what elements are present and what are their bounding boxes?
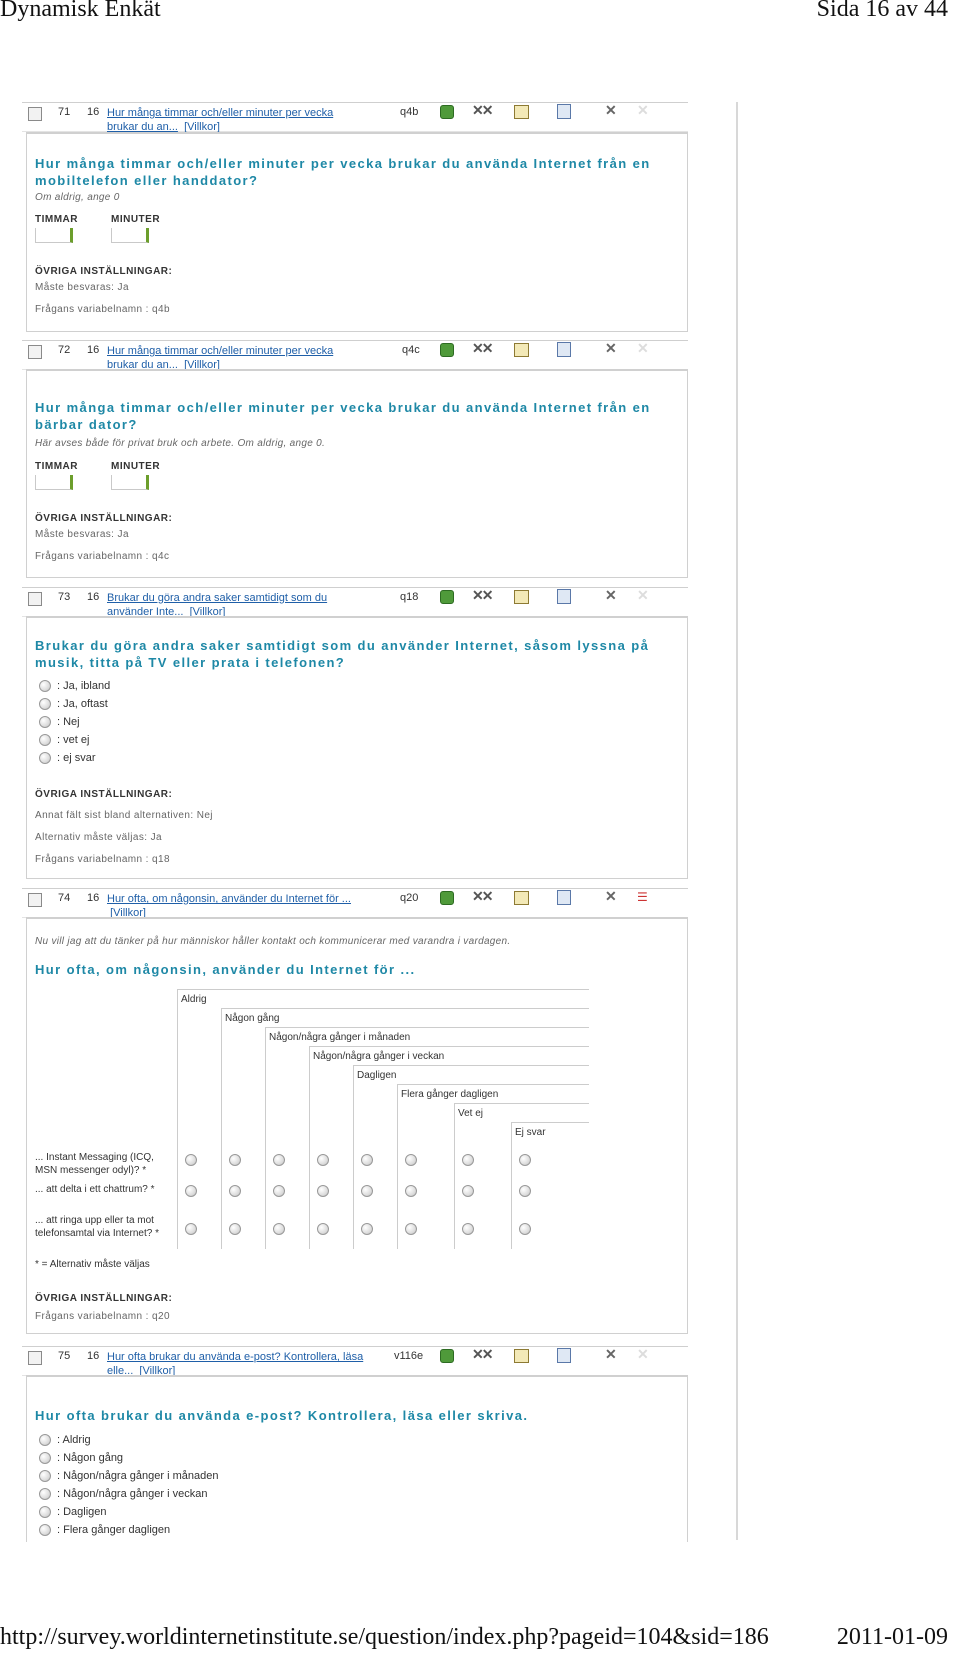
setting-required: Alternativ måste väljas: Ja <box>35 832 162 843</box>
required-footnote: * = Alternativ måste väljas <box>35 1259 150 1270</box>
villkor-link[interactable]: [Villkor] <box>184 359 220 371</box>
option-ja-ibland[interactable]: : Ja, ibland <box>39 679 110 693</box>
question-hint: Här avses både för privat bruk och arbete. Om aldrig, ange 0. <box>35 438 326 449</box>
select-checkbox[interactable] <box>28 345 42 359</box>
hours-field[interactable] <box>35 475 73 490</box>
clear-list-icon[interactable]: ☰ <box>637 890 648 904</box>
grid-radio-r1-c6[interactable] <box>405 1154 417 1166</box>
question-link[interactable]: Hur ofta brukar du använda e-post? Kontrollera, läsa elle... <box>107 1351 364 1377</box>
action-icons <box>440 589 653 604</box>
grid-row-label: ... Instant Messaging (ICQ, MSN messenger odyl)? * <box>35 1152 154 1176</box>
grid-radio-r1-c7[interactable] <box>462 1154 474 1166</box>
grid-radio-r1-c5[interactable] <box>361 1154 373 1166</box>
edit-icon[interactable] <box>514 343 529 357</box>
remove-icon[interactable]: ✕ <box>605 888 617 904</box>
move-icon[interactable] <box>440 891 454 905</box>
option-aldrig[interactable]: : Aldrig <box>39 1433 91 1447</box>
question-title: Hur ofta brukar du använda e-post? Kontrollera, läsa eller skriva. <box>35 1408 529 1423</box>
grid-row-label: ... att ringa upp eller ta mot telefonsamtal via Internet? * <box>35 1215 159 1239</box>
setting-varname: Frågans variabelnamn : q4b <box>35 304 170 315</box>
column-header: Någon/några gånger i månaden <box>265 1027 589 1249</box>
action-icons <box>440 342 653 357</box>
setting-varname: Frågans variabelnamn : q4c <box>35 551 170 562</box>
grid-radio-r1-c1[interactable] <box>185 1154 197 1166</box>
page-number: 16 <box>87 591 100 603</box>
grid-row-label: ... att delta i ett chattrum? * <box>35 1184 155 1195</box>
question-row-75 <box>22 1346 688 1376</box>
question-box-74 <box>26 917 688 1334</box>
grid-radio-r3-c5[interactable] <box>361 1223 373 1235</box>
minutes-field[interactable] <box>111 475 149 490</box>
column-header: Någon/några gånger i veckan <box>309 1046 589 1249</box>
select-checkbox[interactable] <box>28 893 42 907</box>
minutes-label: MINUTER <box>111 214 161 225</box>
option-ja-oftast[interactable]: : Ja, oftast <box>39 697 108 711</box>
grid-radio-r1-c8[interactable] <box>519 1154 531 1166</box>
remove-icon[interactable]: ✕ <box>605 340 617 356</box>
page-number: 16 <box>87 892 100 904</box>
question-number: 73 <box>58 591 71 603</box>
settings-heading: ÖVRIGA INSTÄLLNINGAR: <box>35 266 173 277</box>
column-header: Dagligen <box>353 1065 589 1249</box>
question-number: 74 <box>58 892 71 904</box>
question-row-74 <box>22 888 688 918</box>
print-date: 2011-01-09 <box>836 1624 948 1650</box>
question-number: 75 <box>58 1350 71 1362</box>
delete-double-icon[interactable]: ✕✕ <box>472 1346 492 1362</box>
grid-radio-r3-c6[interactable] <box>405 1223 417 1235</box>
column-header: Aldrig <box>177 989 589 1249</box>
remove-disabled-icon: ✕ <box>637 587 649 603</box>
option-dagligen[interactable]: : Dagligen <box>39 1505 107 1519</box>
settings-heading: ÖVRIGA INSTÄLLNINGAR: <box>35 513 173 524</box>
variable-code: q18 <box>400 591 419 603</box>
question-link[interactable]: Hur många timmar och/eller minuter per vecka brukar du an... <box>107 107 334 133</box>
grid-radio-r3-c7[interactable] <box>462 1223 474 1235</box>
copy-icon[interactable] <box>557 104 571 119</box>
radio-button[interactable] <box>39 1470 51 1482</box>
grid-radio-r3-c1[interactable] <box>185 1223 197 1235</box>
villkor-link[interactable]: [Villkor] <box>139 1365 176 1377</box>
copy-icon[interactable] <box>557 589 571 604</box>
setting-required: Måste besvaras: Ja <box>35 282 129 293</box>
remove-disabled-icon: ✕ <box>637 102 649 118</box>
grid-radio-r3-c3[interactable] <box>273 1223 285 1235</box>
radio-button[interactable] <box>39 698 51 710</box>
answer-grid <box>177 989 589 1251</box>
option-nej[interactable]: : Nej <box>39 715 80 729</box>
grid-radio-r1-c4[interactable] <box>317 1154 329 1166</box>
grid-radio-r1-c2[interactable] <box>229 1154 241 1166</box>
question-link[interactable]: Hur många timmar och/eller minuter per vecka brukar du an... <box>107 345 334 371</box>
question-title: Brukar du göra andra saker samtidigt som du använder Internet, såsom lyssna på musik, titta på TV eller prata i telefonen? <box>35 638 650 670</box>
hours-label: TIMMAR <box>35 214 78 225</box>
question-title: Hur många timmar och/eller minuter per vecka brukar du använda Internet från en mobiltelefon eller handdator? <box>35 156 651 188</box>
remove-disabled-icon: ✕ <box>637 340 649 356</box>
minutes-label: MINUTER <box>111 461 161 472</box>
option-nagon-gang[interactable]: : Någon gång <box>39 1451 123 1465</box>
delete-double-icon[interactable]: ✕✕ <box>472 340 492 356</box>
radio-button[interactable] <box>39 1452 51 1464</box>
question-number: 71 <box>58 106 71 118</box>
grid-radio-r2-c5[interactable] <box>361 1185 373 1197</box>
grid-radio-r3-c4[interactable] <box>317 1223 329 1235</box>
settings-heading: ÖVRIGA INSTÄLLNINGAR: <box>35 789 173 800</box>
grid-radio-r2-c2[interactable] <box>229 1185 241 1197</box>
column-header: Någon gång <box>221 1008 589 1249</box>
grid-radio-r2-c7[interactable] <box>462 1185 474 1197</box>
action-icons <box>440 1348 653 1363</box>
column-header: Vet ej <box>454 1103 589 1249</box>
option-manaden[interactable]: : Någon/några gånger i månaden <box>39 1469 218 1483</box>
question-link[interactable]: Brukar du göra andra saker samtidigt som du använder Inte... <box>107 592 328 618</box>
copy-icon[interactable] <box>557 890 571 905</box>
question-row-71 <box>22 102 688 132</box>
villkor-link[interactable]: [Villkor] <box>110 907 146 919</box>
villkor-link[interactable]: [Villkor] <box>189 606 226 618</box>
move-icon[interactable] <box>440 1349 454 1363</box>
grid-radio-r2-c4[interactable] <box>317 1185 329 1197</box>
radio-button[interactable] <box>39 1488 51 1500</box>
question-row-72 <box>22 340 688 370</box>
grid-radio-r2-c6[interactable] <box>405 1185 417 1197</box>
minutes-field[interactable] <box>111 228 149 243</box>
edit-icon[interactable] <box>514 105 529 119</box>
action-icons <box>440 890 653 905</box>
remove-icon[interactable]: ✕ <box>605 102 617 118</box>
grid-radio-r2-c1[interactable] <box>185 1185 197 1197</box>
question-hint: Om aldrig, ange 0 <box>35 192 120 203</box>
right-divider <box>736 102 738 1540</box>
edit-icon[interactable] <box>514 891 529 905</box>
grid-radio-r2-c8[interactable] <box>519 1185 531 1197</box>
column-header: Ej svar <box>511 1122 589 1249</box>
hours-label: TIMMAR <box>35 461 78 472</box>
question-number: 72 <box>58 344 71 356</box>
move-icon[interactable] <box>440 105 454 119</box>
radio-button[interactable] <box>39 752 51 764</box>
remove-icon[interactable]: ✕ <box>605 1346 617 1362</box>
question-intro: Nu vill jag att du tänker på hur människor håller kontakt och kommunicerar med varandra i vardagen. <box>35 936 511 947</box>
option-vet-ej[interactable]: : vet ej <box>39 733 89 747</box>
setting-varname: Frågans variabelnamn : q20 <box>35 1311 170 1322</box>
question-box-71 <box>26 132 688 332</box>
grid-radio-r2-c3[interactable] <box>273 1185 285 1197</box>
column-header: Flera gånger dagligen <box>397 1084 589 1249</box>
document-title: Dynamisk Enkät <box>0 0 161 22</box>
radio-button[interactable] <box>39 1524 51 1536</box>
remove-disabled-icon: ✕ <box>637 1346 649 1362</box>
radio-button[interactable] <box>39 1506 51 1518</box>
move-icon[interactable] <box>440 590 454 604</box>
grid-radio-r1-c3[interactable] <box>273 1154 285 1166</box>
question-box-75 <box>26 1375 688 1542</box>
remove-icon[interactable]: ✕ <box>605 587 617 603</box>
copy-icon[interactable] <box>557 1348 571 1363</box>
question-title: Hur många timmar och/eller minuter per vecka brukar du använda Internet från en bärbar dator? <box>35 400 651 432</box>
question-link[interactable]: Hur ofta, om någonsin, använder du Internet för ... <box>107 893 351 905</box>
page-number: 16 <box>87 344 100 356</box>
villkor-link[interactable]: [Villkor] <box>184 121 220 133</box>
variable-code: q20 <box>400 892 419 904</box>
copy-icon[interactable] <box>557 342 571 357</box>
option-flera-dagligen[interactable]: : Flera gånger dagligen <box>39 1523 170 1537</box>
radio-button[interactable] <box>39 680 51 692</box>
radio-button[interactable] <box>39 734 51 746</box>
delete-double-icon[interactable]: ✕✕ <box>472 102 492 118</box>
option-veckan[interactable]: : Någon/några gånger i veckan <box>39 1487 207 1501</box>
page-number: 16 <box>87 106 100 118</box>
select-checkbox[interactable] <box>28 1351 42 1365</box>
delete-double-icon[interactable]: ✕✕ <box>472 587 492 603</box>
setting-varname: Frågans variabelnamn : q18 <box>35 854 170 865</box>
question-title: Hur ofta, om någonsin, använder du Internet för ... <box>35 962 416 977</box>
question-box-73 <box>26 616 688 879</box>
edit-icon[interactable] <box>514 1349 529 1363</box>
move-icon[interactable] <box>440 343 454 357</box>
select-checkbox[interactable] <box>28 107 42 121</box>
edit-icon[interactable] <box>514 590 529 604</box>
variable-code: q4b <box>400 106 419 118</box>
grid-radio-r3-c8[interactable] <box>519 1223 531 1235</box>
variable-code: v116e <box>394 1350 424 1362</box>
page-counter: Sida 16 av 44 <box>816 0 948 22</box>
select-checkbox[interactable] <box>28 592 42 606</box>
action-icons <box>440 104 653 119</box>
page-url: http://survey.worldinternetinstitute.se/question/index.php?pageid=104&sid=186 <box>0 1624 769 1650</box>
hours-field[interactable] <box>35 228 73 243</box>
grid-radio-r3-c2[interactable] <box>229 1223 241 1235</box>
setting-other-last: Annat fält sist bland alternativen: Nej <box>35 810 213 821</box>
setting-required: Måste besvaras: Ja <box>35 529 129 540</box>
delete-double-icon[interactable]: ✕✕ <box>472 888 492 904</box>
radio-button[interactable] <box>39 716 51 728</box>
question-box-72 <box>26 369 688 578</box>
page-number: 16 <box>87 1350 100 1362</box>
settings-heading: ÖVRIGA INSTÄLLNINGAR: <box>35 1293 173 1304</box>
radio-button[interactable] <box>39 1434 51 1446</box>
question-row-73 <box>22 587 688 617</box>
variable-code: q4c <box>402 344 420 356</box>
option-ej-svar[interactable]: : ej svar <box>39 751 96 765</box>
